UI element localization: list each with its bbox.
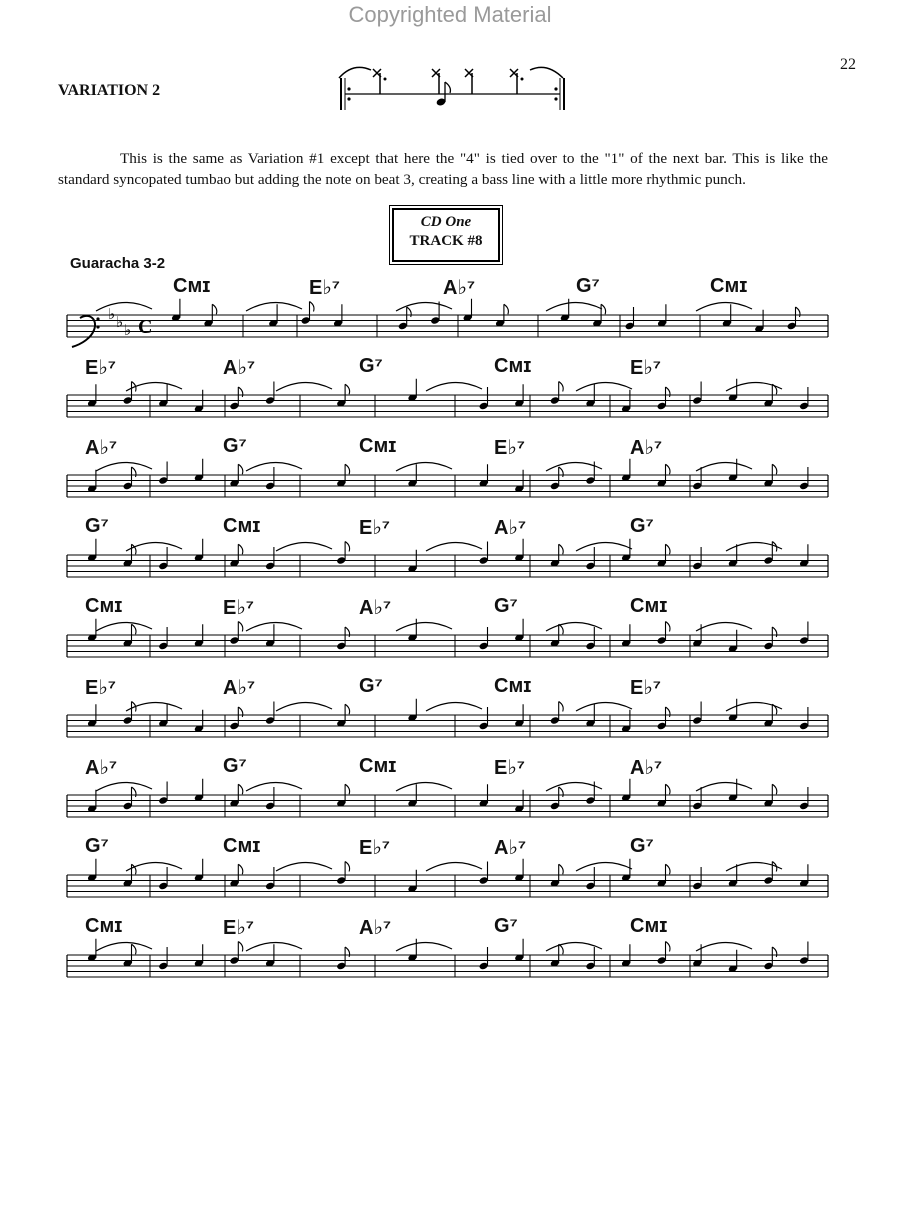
chord-symbol: G⁷	[223, 435, 247, 457]
time-signature: C	[138, 316, 153, 338]
chord-symbol: G⁷	[630, 835, 654, 857]
chord-symbol: A♭⁷	[223, 357, 256, 379]
tie	[126, 542, 182, 551]
bass-clef-dot	[96, 325, 99, 328]
staff-system	[67, 779, 828, 817]
note-flag	[666, 464, 671, 474]
tie	[576, 862, 632, 871]
chord-symbol: Cᴍɪ	[494, 355, 532, 377]
chord-symbol: E♭⁷	[223, 597, 255, 619]
note-flag	[345, 784, 350, 794]
chord-symbol: G⁷	[359, 355, 383, 377]
chord-symbol: A♭⁷	[494, 837, 527, 859]
tie	[726, 702, 782, 711]
tie	[276, 862, 332, 871]
note-flag	[666, 942, 671, 952]
note-flag	[504, 304, 509, 314]
tie	[546, 462, 602, 471]
note-flag	[559, 944, 564, 954]
tie	[396, 462, 452, 471]
tie	[396, 942, 452, 951]
staff-system	[67, 859, 828, 897]
staff-system	[67, 459, 828, 497]
tie	[696, 782, 752, 791]
note-flag	[559, 702, 564, 712]
staff-system	[67, 379, 828, 417]
chord-symbol: Cᴍɪ	[359, 755, 397, 777]
tie	[426, 702, 482, 711]
tie	[246, 302, 302, 311]
tie	[276, 542, 332, 551]
note-flag	[345, 704, 350, 714]
tie	[96, 462, 152, 471]
tie	[546, 782, 602, 791]
tie	[576, 702, 632, 711]
tie	[576, 382, 632, 391]
tie	[696, 622, 752, 631]
chord-symbol: A♭⁷	[630, 757, 663, 779]
chord-symbol: E♭⁷	[494, 757, 526, 779]
chord-symbol: E♭⁷	[359, 837, 391, 859]
note-flag	[772, 784, 777, 794]
tie	[96, 302, 152, 311]
staff-system	[67, 699, 828, 737]
note-flag	[132, 944, 137, 954]
chord-symbol: A♭⁷	[85, 757, 118, 779]
chord-symbol: G⁷	[494, 915, 518, 937]
note-flag	[559, 864, 564, 874]
style-label: Guaracha 3-2	[70, 255, 166, 272]
flat-sign: ♭	[124, 321, 132, 339]
chord-symbol: E♭⁷	[630, 677, 662, 699]
note-flag	[132, 864, 137, 874]
chord-symbol: G⁷	[85, 835, 109, 857]
note-flag	[132, 624, 137, 634]
chord-symbol: E♭⁷	[85, 677, 117, 699]
tie	[546, 942, 602, 951]
chord-symbol: A♭⁷	[443, 277, 476, 299]
tie	[126, 862, 182, 871]
note-flag	[345, 542, 350, 552]
tie	[396, 302, 452, 311]
chord-symbol: Cᴍɪ	[710, 275, 748, 297]
chord-symbol: Cᴍɪ	[223, 835, 261, 857]
chord-symbol: E♭⁷	[309, 277, 341, 299]
note-flag	[238, 622, 243, 632]
chord-symbol: E♭⁷	[359, 517, 391, 539]
chord-symbol: A♭⁷	[630, 437, 663, 459]
flat-sign: ♭	[108, 305, 116, 323]
tie	[726, 862, 782, 871]
staff-system	[67, 939, 828, 977]
chord-symbol: G⁷	[85, 515, 109, 537]
tie	[396, 782, 452, 791]
chord-symbol: G⁷	[630, 515, 654, 537]
chord-symbol: Cᴍɪ	[173, 275, 211, 297]
note-flag	[310, 302, 315, 312]
page-number: 22	[840, 56, 856, 73]
cd-label: CD One	[420, 214, 472, 230]
flat-sign: ♭	[116, 313, 124, 331]
tie	[96, 942, 152, 951]
chord-symbol: Cᴍɪ	[85, 595, 123, 617]
tie	[546, 302, 602, 311]
note-flag	[238, 544, 243, 554]
chord-symbol: Cᴍɪ	[494, 675, 532, 697]
tie	[696, 942, 752, 951]
staff-system	[67, 299, 828, 347]
bass-clef-dot	[96, 317, 99, 320]
tie	[396, 622, 452, 631]
chord-symbol: E♭⁷	[85, 357, 117, 379]
note-flag	[238, 784, 243, 794]
note-flag	[238, 464, 243, 474]
tie	[96, 622, 152, 631]
note-flag	[345, 862, 350, 872]
tie	[546, 622, 602, 631]
track-label: TRACK #8	[409, 233, 483, 249]
tie	[426, 862, 482, 871]
note-flag	[238, 942, 243, 952]
note-flag	[132, 544, 137, 554]
chord-symbol: G⁷	[359, 675, 383, 697]
note-flag	[345, 384, 350, 394]
chord-symbol: Cᴍɪ	[223, 515, 261, 537]
note-flag	[345, 464, 350, 474]
chord-symbol: A♭⁷	[359, 597, 392, 619]
chord-symbol: A♭⁷	[85, 437, 118, 459]
chord-symbol: Cᴍɪ	[359, 435, 397, 457]
chord-symbol: E♭⁷	[223, 917, 255, 939]
note-flag	[666, 784, 671, 794]
tie	[576, 542, 632, 551]
note-flag	[559, 382, 564, 392]
note-flag	[666, 864, 671, 874]
staff-system	[67, 539, 828, 577]
chord-symbol: E♭⁷	[494, 437, 526, 459]
tie	[696, 462, 752, 471]
chord-symbol: Cᴍɪ	[85, 915, 123, 937]
tie	[426, 542, 482, 551]
note-flag	[772, 464, 777, 474]
note-flag	[238, 864, 243, 874]
tie	[726, 382, 782, 391]
note-flag	[559, 544, 564, 554]
chord-symbol: A♭⁷	[223, 677, 256, 699]
tie	[726, 542, 782, 551]
tie	[276, 382, 332, 391]
variation-title: VARIATION 2	[58, 82, 161, 99]
note-flag	[666, 544, 671, 554]
tie	[96, 782, 152, 791]
chord-symbol: G⁷	[223, 755, 247, 777]
variation-description: This is the same as Variation #1 except that here the "4" is tied over to the "1" of the next bar. This is like the standard syncopated tumbao but adding the note on beat 3, creating a bass line with a little more rhythmic punch.	[58, 150, 828, 188]
chord-symbol: G⁷	[576, 275, 600, 297]
note-flag	[666, 622, 671, 632]
chord-symbol: A♭⁷	[359, 917, 392, 939]
chord-symbol: A♭⁷	[494, 517, 527, 539]
tie	[276, 702, 332, 711]
chord-symbol: Cᴍɪ	[630, 595, 668, 617]
tie	[696, 302, 752, 311]
chord-symbol: Cᴍɪ	[630, 915, 668, 937]
tie	[426, 382, 482, 391]
copyright-watermark: Copyrighted Material	[348, 2, 552, 27]
note-flag	[559, 624, 564, 634]
note-flag	[212, 304, 217, 314]
chord-symbol: G⁷	[494, 595, 518, 617]
staff-system	[67, 619, 828, 657]
chord-symbol: E♭⁷	[630, 357, 662, 379]
